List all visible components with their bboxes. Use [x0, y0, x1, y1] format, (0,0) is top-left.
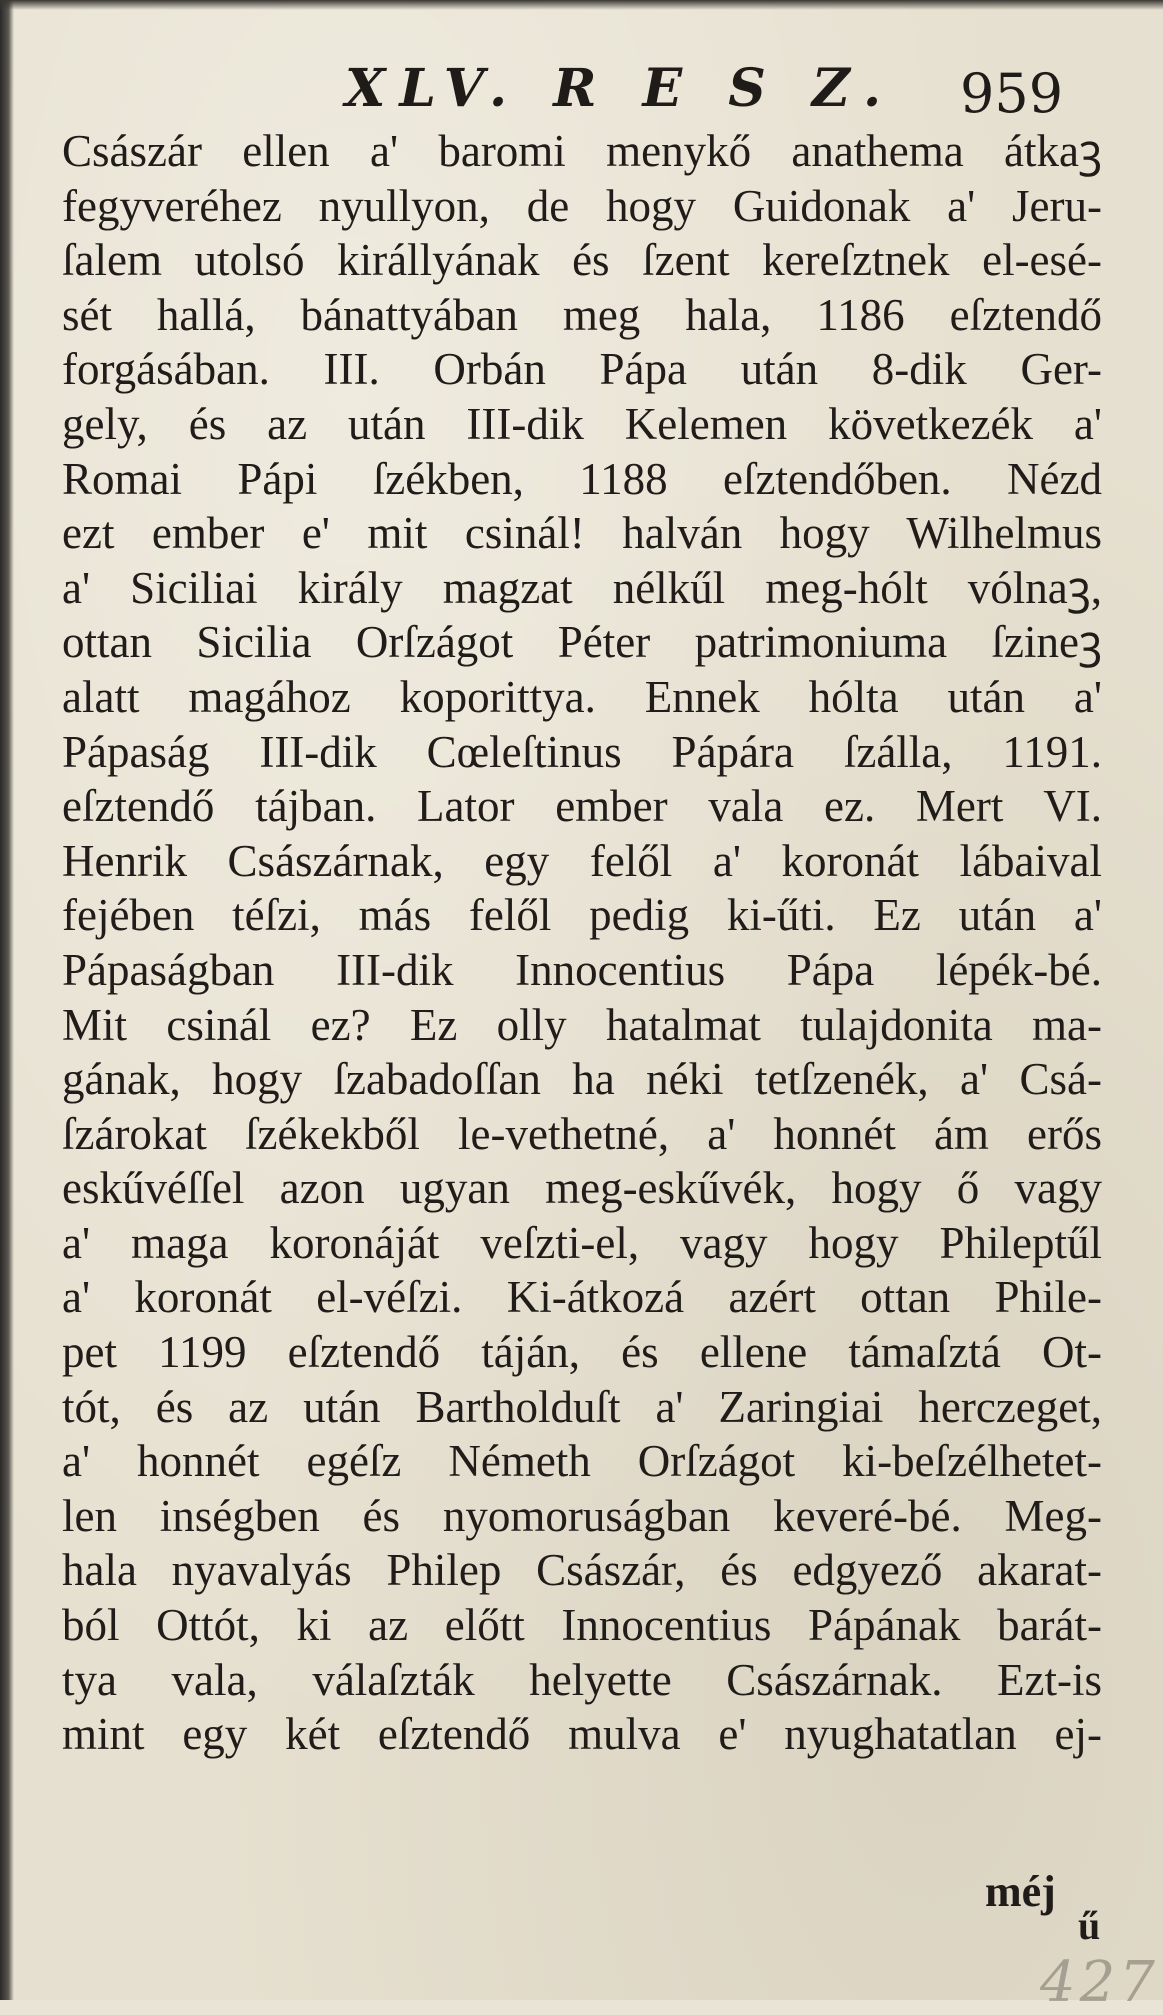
- text-line: Mit csinál ez? Ez olly hatalmat tulajdonita ma-: [62, 999, 1102, 1050]
- text-line: Pápaságban III-dik Innocentius Pápa lépék-bé.: [62, 944, 1102, 995]
- page-number: 959: [960, 62, 1064, 125]
- text-line: len inségben és nyomoruságban keveré-bé. Meg-: [62, 1490, 1102, 1541]
- text-line: a' koronát el-véſzi. Ki-átkozá azért ottan Phile-: [62, 1272, 1102, 1323]
- text-line: a' Siciliai király magzat nélkűl meg-hólt vólnaꝫ,: [62, 562, 1102, 613]
- body-text: [62, 124, 1102, 1762]
- text-line: mint egy két eſztendő mulva e' nyughatatlan ej-: [62, 1709, 1102, 1760]
- text-line: Császár ellen a' baromi menykő anathema átkaꝫ: [62, 126, 1102, 176]
- chapter-heading: XLV. R E S Z.: [345, 58, 896, 119]
- text-line: tót, és az után Bartholduſt a' Zaringiai herczeget,: [62, 1381, 1102, 1432]
- text-line: hala nyavalyás Philep Császár, és edgyező akarat-: [62, 1545, 1102, 1596]
- text-line: fegyveréhez nyullyon, de hogy Guidonak a' Jeru-: [62, 180, 1102, 231]
- text-line: fejében téſzi, más felől pedig ki-űti. Ez után a': [62, 890, 1102, 941]
- text-line: a' maga koronáját veſzti-el, vagy hogy Phileptűl: [62, 1217, 1102, 1268]
- text-line: ſzárokat ſzékekből le-vethetné, a' honnét ám erős: [62, 1108, 1102, 1159]
- handwritten-folio-number: 427: [1040, 1950, 1159, 2015]
- text-line: alatt magához koporittya. Ennek hólta után a': [62, 671, 1102, 722]
- text-line: ezt ember e' mit csinál! halván hogy Wilhelmus: [62, 508, 1102, 559]
- text-line: Henrik Császárnak, egy felől a' koronát lábaival: [62, 835, 1102, 886]
- binding-shadow: [0, 0, 14, 2000]
- text-line: ból Ottót, ki az előtt Innocentius Pápának barát-: [62, 1600, 1102, 1651]
- running-head: [0, 58, 1163, 128]
- text-line: eſztendő tájban. Lator ember vala ez. Mert VI.: [62, 781, 1102, 832]
- text-line: ottan Sicilia Orſzágot Péter patrimoniuma ſzineꝫ: [62, 617, 1102, 668]
- text-line: Pápaság III-dik Cœleſtinus Pápára ſzálla, 1191.: [62, 726, 1102, 777]
- text-line: eskűvéſſel azon ugyan meg-eskűvék, hogy ő vagy: [62, 1163, 1102, 1214]
- catchword: méj: [985, 1867, 1056, 1916]
- text-line: gának, hogy ſzabadoſſan ha néki tetſzenék, a' Csá-: [62, 1054, 1102, 1105]
- top-edge-shadow: [0, 0, 1163, 10]
- text-line: tya vala, válaſzták helyette Császárnak. Ezt-is: [62, 1654, 1102, 1705]
- text-line: a' honnét egéſz Németh Orſzágot ki-beſzélhetet-: [62, 1436, 1102, 1487]
- text-line: Romai Pápi ſzékben, 1188 eſztendőben. Nézd: [62, 453, 1102, 504]
- signature-mark: ű: [1078, 1903, 1101, 1948]
- text-line: ſalem utolsó királlyának és ſzent kereſztnek el-esé-: [62, 235, 1102, 286]
- text-line: pet 1199 eſztendő táján, és ellene támaſztá Ot-: [62, 1327, 1102, 1378]
- text-line: gely, és az után III-dik Kelemen következék a': [62, 398, 1102, 449]
- text-line: forgásában. III. Orbán Pápa után 8-dik Ger-: [62, 344, 1102, 395]
- text-line: sét hallá, bánattyában meg hala, 1186 eſztendő: [62, 289, 1102, 340]
